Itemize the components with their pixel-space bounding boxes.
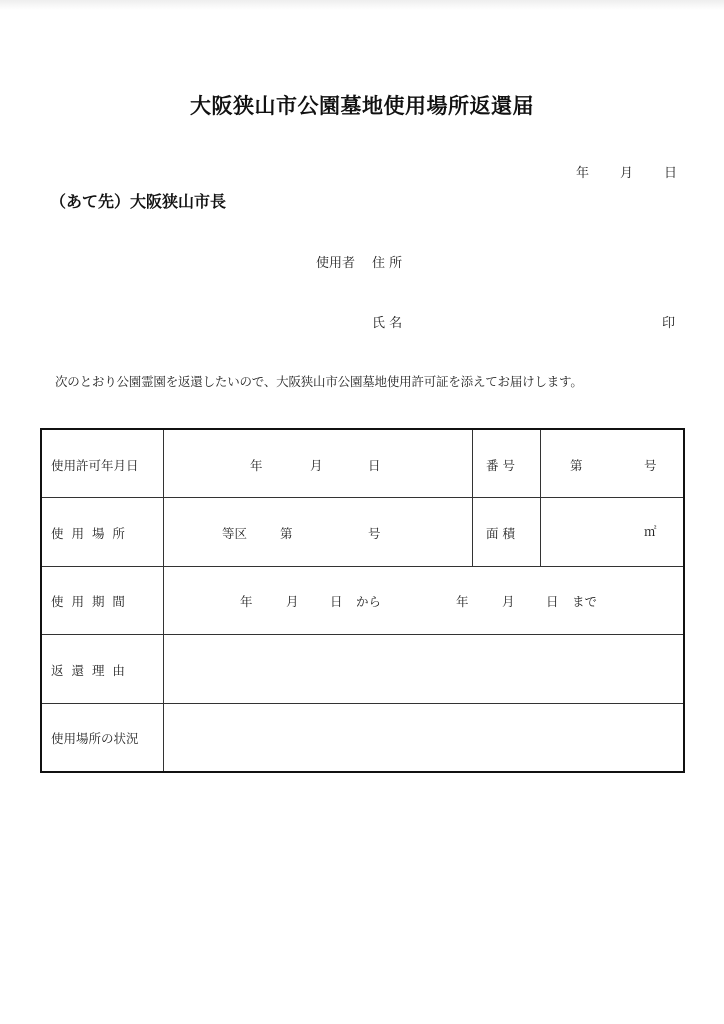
period-from-year: 年 bbox=[240, 594, 253, 609]
location-label: 使 用 場 所 bbox=[51, 526, 127, 541]
row-divider bbox=[42, 497, 683, 498]
column-divider bbox=[540, 430, 541, 566]
date-day-label: 日 bbox=[664, 166, 678, 181]
user-label: 使用者 bbox=[316, 256, 356, 271]
area-label: 面 積 bbox=[486, 526, 515, 541]
permit-year: 年 bbox=[250, 458, 263, 473]
permit-day: 日 bbox=[368, 458, 381, 473]
ward-label: 等区 bbox=[222, 526, 248, 541]
viewer-top-edge bbox=[0, 0, 724, 10]
column-divider bbox=[472, 430, 473, 566]
statement-text: 次のとおり公園霊園を返還したいので、大阪狭山市公園墓地使用許可証を添えてお届けします。 bbox=[55, 374, 583, 389]
period-to-day: 日 bbox=[546, 594, 559, 609]
period-to-month: 月 bbox=[502, 594, 515, 609]
row-divider bbox=[42, 566, 683, 567]
seal-mark: 印 bbox=[662, 316, 676, 331]
period-from-day: 日 bbox=[330, 594, 343, 609]
period-to-year: 年 bbox=[456, 594, 469, 609]
row-divider bbox=[42, 703, 683, 704]
return-form-table bbox=[40, 428, 685, 773]
address-label: 住 所 bbox=[372, 256, 403, 271]
number-suffix: 号 bbox=[644, 458, 657, 473]
area-unit: ㎡ bbox=[644, 524, 657, 539]
period-label: 使 用 期 間 bbox=[51, 594, 127, 609]
period-from-suffix: から bbox=[356, 594, 382, 609]
row-divider bbox=[42, 634, 683, 635]
location-no-prefix: 第 bbox=[280, 526, 293, 541]
document-title: 大阪狭山市公園墓地使用場所返還届 bbox=[190, 94, 534, 118]
date-month-label: 月 bbox=[620, 166, 634, 181]
number-prefix: 第 bbox=[570, 458, 583, 473]
location-no-suffix: 号 bbox=[368, 526, 381, 541]
permit-month: 月 bbox=[310, 458, 323, 473]
name-label: 氏 名 bbox=[372, 316, 403, 331]
recipient-line: （あて先）大阪狭山市長 bbox=[50, 192, 227, 211]
period-from-month: 月 bbox=[286, 594, 299, 609]
permit-date-label: 使用許可年月日 bbox=[51, 458, 139, 473]
label-column-divider bbox=[163, 430, 164, 771]
period-to-suffix: まで bbox=[572, 594, 598, 609]
location-status-label: 使用場所の状況 bbox=[51, 731, 139, 746]
return-reason-label: 返 還 理 由 bbox=[51, 663, 127, 678]
date-year-label: 年 bbox=[576, 166, 590, 181]
number-label: 番 号 bbox=[486, 458, 515, 473]
